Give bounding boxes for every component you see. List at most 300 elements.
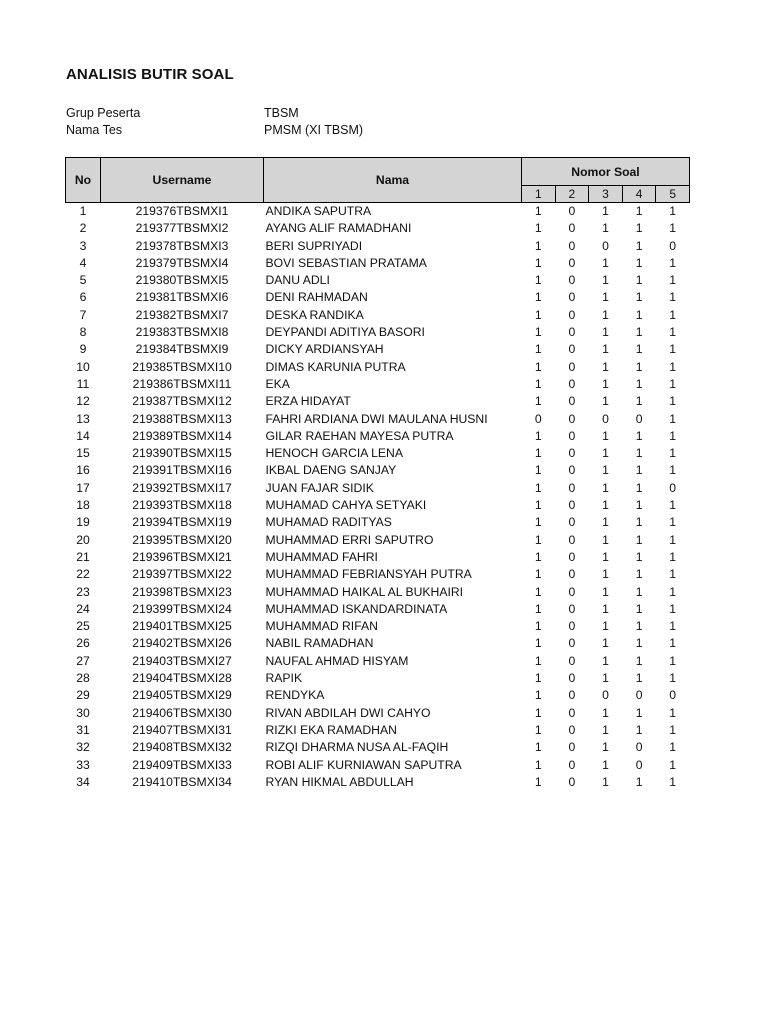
row-answer-q1: 1 [534,204,542,218]
row-nama: RIZQI DHARMA NUSA AL-FAQIH [265,740,449,755]
table-row [66,635,690,652]
row-number: 16 [76,463,90,478]
row-username: 219407TBSMXI31 [132,722,232,737]
row-answer-q4: 1 [635,774,643,789]
row-answer-q4: 1 [635,636,643,651]
table-row [66,497,690,514]
table-row [66,462,690,479]
row-answer-q3: 1 [602,705,609,720]
row-answer-q2: 0 [568,480,576,495]
row-answer-q2: 0 [568,325,576,340]
row-username: 219380TBSMXI5 [135,273,229,288]
row-username: 219378TBSMXI3 [135,238,229,253]
row-answer-q1: 1 [534,273,542,288]
row-answer-q1: 1 [534,307,542,322]
row-answer-q2: 0 [568,221,576,236]
row-answer-q5: 1 [669,619,677,634]
row-answer-q4: 1 [635,549,643,564]
row-answer-q1: 1 [534,325,542,340]
row-answer-q3: 1 [602,376,609,391]
row-username: 219408TBSMXI32 [132,740,232,755]
table-row [66,687,690,704]
row-answer-q1: 1 [534,636,542,651]
row-answer-q5: 1 [669,290,677,305]
row-answer-q2: 0 [568,549,576,564]
table-header [66,158,690,203]
row-answer-q2: 0 [568,376,576,391]
table-row [66,532,690,549]
header-question-2: 2 [555,186,589,203]
group-value: TBSM [264,106,299,120]
row-number: 7 [79,307,87,322]
row-answer-q2: 0 [568,688,576,703]
row-username: 219395TBSMXI20 [132,532,232,547]
row-answer-q5: 1 [669,255,677,270]
row-answer-q4: 1 [635,619,643,634]
row-nama: BERI SUPRIYADI [265,238,363,253]
row-answer-q1: 1 [534,653,542,668]
row-username: 219379TBSMXI4 [135,255,229,270]
row-answer-q1: 1 [534,774,542,789]
group-label: Grup Peserta [66,106,141,120]
row-answer-q3: 1 [602,325,609,340]
row-nama: NABIL RAMADHAN [265,636,374,651]
row-nama: NAUFAL AHMAD HISYAM [265,653,409,668]
row-answer-q4: 1 [635,428,643,443]
row-answer-q5: 1 [669,774,677,789]
item-analysis-table [65,157,690,791]
row-answer-q3: 1 [602,255,609,270]
row-answer-q2: 0 [568,359,576,374]
row-answer-q1: 1 [534,376,542,391]
row-answer-q5: 1 [669,567,677,582]
row-answer-q3: 1 [602,359,609,374]
row-answer-q1: 1 [534,463,542,478]
row-number: 6 [79,290,87,305]
row-answer-q5: 1 [669,204,677,218]
test-value: PMSM (XI TBSM) [264,123,364,137]
table-row [66,289,690,306]
row-username: 219385TBSMXI10 [132,359,232,374]
row-number: 10 [76,359,90,374]
table-row [66,566,690,583]
row-answer-q3: 1 [602,290,609,305]
row-answer-q5: 1 [669,705,677,720]
row-answer-q3: 1 [602,515,609,530]
row-answer-q5: 1 [669,325,677,340]
row-answer-q2: 0 [568,238,576,253]
row-answer-q5: 0 [669,480,677,495]
row-number: 13 [76,411,90,426]
row-nama: MUHAMAD CAHYA SETYAKI [265,498,427,513]
row-answer-q1: 1 [534,394,542,409]
row-answer-q3: 1 [602,532,609,547]
row-answer-q2: 0 [568,273,576,288]
table-row [66,549,690,566]
header-question-3: 3 [589,186,623,203]
row-answer-q2: 0 [568,636,576,651]
header-question-5: 5 [656,186,690,203]
row-nama: RIVAN ABDILAH DWI CAHYO [265,705,431,720]
row-nama: ERZA HIDAYAT [265,394,351,409]
row-username: 219409TBSMXI33 [132,757,232,772]
row-answer-q5: 1 [669,394,677,409]
row-answer-q4: 1 [635,446,643,461]
test-label: Nama Tes [66,123,123,137]
row-nama: ROBI ALIF KURNIAWAN SAPUTRA [265,757,462,772]
table-body [66,203,690,792]
row-answer-q5: 1 [669,221,677,236]
row-answer-q3: 1 [602,480,609,495]
row-number: 1 [79,204,87,218]
row-answer-q2: 0 [568,653,576,668]
row-number: 22 [76,567,90,582]
row-number: 19 [76,515,90,530]
row-answer-q2: 0 [568,463,576,478]
row-answer-q1: 1 [534,238,542,253]
row-answer-q2: 0 [568,619,576,634]
row-answer-q4: 0 [635,740,643,755]
row-answer-q4: 1 [635,273,643,288]
row-answer-q5: 1 [669,722,677,737]
row-answer-q2: 0 [568,705,576,720]
row-nama: ANDIKA SAPUTRA [265,204,372,218]
table-row [66,238,690,255]
row-username: 219405TBSMXI29 [132,688,232,703]
row-number: 4 [79,255,87,270]
row-answer-q2: 0 [568,584,576,599]
row-answer-q4: 1 [635,307,643,322]
row-answer-q4: 1 [635,705,643,720]
table-row [66,359,690,376]
row-answer-q4: 1 [635,221,643,236]
row-answer-q4: 1 [635,584,643,599]
row-username: 219391TBSMXI16 [132,463,232,478]
row-answer-q2: 0 [568,394,576,409]
row-answer-q1: 1 [534,671,542,686]
row-answer-q1: 1 [534,342,542,357]
table-row [66,514,690,531]
table-row [66,428,690,445]
row-answer-q1: 1 [534,255,542,270]
row-nama: MUHAMMAD ERRI SAPUTRO [265,532,434,547]
row-username: 219384TBSMXI9 [135,342,229,357]
table-row [66,584,690,601]
row-username: 219390TBSMXI15 [132,446,232,461]
row-answer-q3: 1 [602,307,609,322]
row-number: 3 [79,238,87,253]
table-row [66,653,690,670]
row-answer-q5: 1 [669,515,677,530]
row-number: 34 [76,774,90,789]
row-nama: DEYPANDI ADITIYA BASORI [265,325,425,340]
row-answer-q5: 1 [669,376,677,391]
row-username: 219388TBSMXI13 [132,411,232,426]
row-answer-q3: 1 [602,722,609,737]
row-answer-q2: 0 [568,722,576,737]
row-answer-q5: 0 [669,688,677,703]
row-nama: DANU ADLI [265,273,330,288]
row-number: 18 [76,498,90,513]
row-answer-q1: 1 [534,428,542,443]
row-answer-q3: 1 [602,584,609,599]
table-row [66,411,690,428]
row-answer-q4: 1 [635,238,643,253]
header-nomor-soal: Nomor Soal [522,158,690,186]
row-nama: MUHAMMAD FAHRI [265,549,378,564]
table-row [66,341,690,358]
row-nama: MUHAMAD RADITYAS [265,515,392,530]
table-row [66,220,690,237]
row-answer-q1: 1 [534,515,542,530]
row-username: 219392TBSMXI17 [132,480,232,495]
row-username: 219406TBSMXI30 [132,705,232,720]
row-answer-q1: 1 [534,290,542,305]
row-answer-q1: 1 [534,705,542,720]
row-answer-q3: 1 [602,653,609,668]
row-number: 32 [76,740,90,755]
row-username: 219381TBSMXI6 [135,290,229,305]
row-answer-q3: 1 [602,601,609,616]
row-answer-q2: 0 [568,532,576,547]
row-answer-q5: 1 [669,463,677,478]
row-number: 5 [79,273,87,288]
row-answer-q2: 0 [568,290,576,305]
row-answer-q4: 1 [635,601,643,616]
row-number: 2 [79,221,87,236]
row-nama: MUHAMMAD HAIKAL AL BUKHAIRI [265,584,464,599]
row-username: 219410TBSMXI34 [132,774,232,789]
row-answer-q2: 0 [568,307,576,322]
row-answer-q3: 0 [602,688,609,703]
row-number: 31 [76,722,90,737]
row-answer-q3: 1 [602,757,609,772]
row-answer-q1: 1 [534,446,542,461]
row-nama: RIZKI EKA RAMADHAN [265,722,397,737]
row-answer-q2: 0 [568,671,576,686]
row-number: 28 [76,671,90,686]
row-number: 17 [76,480,90,495]
row-answer-q5: 1 [669,549,677,564]
row-username: 219399TBSMXI24 [132,601,232,616]
table-row [66,722,690,739]
row-nama: RAPIK [265,671,303,686]
row-answer-q4: 1 [635,567,643,582]
row-answer-q1: 0 [534,411,542,426]
row-number: 29 [76,688,90,703]
row-answer-q4: 1 [635,325,643,340]
row-username: 219403TBSMXI27 [132,653,232,668]
row-answer-q2: 0 [568,342,576,357]
row-answer-q1: 1 [534,549,542,564]
row-answer-q3: 1 [602,394,609,409]
row-username: 219383TBSMXI8 [135,325,229,340]
row-answer-q1: 1 [534,532,542,547]
table-row [66,203,690,221]
row-answer-q5: 1 [669,498,677,513]
row-username: 219377TBSMXI2 [135,221,229,236]
row-number: 25 [76,619,90,634]
row-number: 9 [79,342,87,357]
row-answer-q5: 1 [669,601,677,616]
row-answer-q4: 1 [635,376,643,391]
row-nama: HENOCH GARCIA LENA [265,446,403,461]
row-username: 219389TBSMXI14 [132,428,232,443]
row-answer-q2: 0 [568,255,576,270]
row-nama: MUHAMMAD ISKANDARDINATA [265,601,448,616]
table-row [66,757,690,774]
row-answer-q4: 1 [635,480,643,495]
header-username: Username [101,158,264,203]
row-answer-q4: 1 [635,722,643,737]
row-nama: MUHAMMAD RIFAN [265,619,378,634]
row-username: 219393TBSMXI18 [132,498,232,513]
row-answer-q2: 0 [568,567,576,582]
row-answer-q2: 0 [568,446,576,461]
table-row [66,774,690,791]
table-row [66,618,690,635]
row-answer-q2: 0 [568,515,576,530]
row-nama: FAHRI ARDIANA DWI MAULANA HUSNI [265,411,488,426]
row-number: 11 [76,376,90,391]
row-answer-q4: 1 [635,342,643,357]
row-answer-q1: 1 [534,221,542,236]
row-answer-q5: 1 [669,532,677,547]
row-username: 219401TBSMXI25 [132,619,232,634]
row-nama: RENDYKA [265,688,325,703]
row-answer-q5: 1 [669,428,677,443]
table-row [66,324,690,341]
row-nama: DESKA RANDIKA [265,307,364,322]
table-row [66,255,690,272]
table-row [66,376,690,393]
row-answer-q3: 0 [602,411,609,426]
row-number: 23 [76,584,90,599]
row-username: 219402TBSMXI26 [132,636,232,651]
table-row [66,670,690,687]
row-answer-q1: 1 [534,498,542,513]
table-row [66,601,690,618]
row-number: 33 [76,757,90,772]
row-answer-q4: 1 [635,515,643,530]
table-row [66,705,690,722]
row-answer-q3: 1 [602,636,609,651]
row-answer-q5: 1 [669,671,677,686]
row-number: 26 [76,636,90,651]
table-row [66,739,690,756]
row-answer-q4: 0 [635,757,643,772]
table-row [66,393,690,410]
row-answer-q1: 1 [534,757,542,772]
row-username: 219376TBSMXI1 [135,204,229,218]
row-answer-q3: 1 [602,204,609,218]
row-answer-q4: 1 [635,653,643,668]
table-row [66,307,690,324]
row-answer-q2: 0 [568,498,576,513]
row-answer-q3: 1 [602,740,609,755]
row-answer-q3: 1 [602,221,609,236]
row-answer-q5: 1 [669,273,677,288]
row-answer-q2: 0 [568,774,576,789]
header-question-4: 4 [622,186,656,203]
row-answer-q5: 1 [669,342,677,357]
row-number: 30 [76,705,90,720]
row-number: 12 [76,394,90,409]
row-answer-q4: 0 [635,688,643,703]
row-nama: IKBAL DAENG SANJAY [265,463,397,478]
row-answer-q4: 0 [635,411,643,426]
row-username: 219397TBSMXI22 [132,567,232,582]
row-answer-q5: 1 [669,584,677,599]
row-answer-q3: 1 [602,428,609,443]
row-number: 21 [76,549,90,564]
row-answer-q3: 1 [602,671,609,686]
row-answer-q1: 1 [534,619,542,634]
row-answer-q5: 1 [669,446,677,461]
row-nama: DICKY ARDIANSYAH [265,342,384,357]
row-answer-q4: 1 [635,463,643,478]
row-answer-q2: 0 [568,411,576,426]
row-answer-q3: 1 [602,463,609,478]
row-nama: BOVI SEBASTIAN PRATAMA [265,255,427,270]
row-answer-q2: 0 [568,428,576,443]
row-answer-q4: 1 [635,204,643,218]
row-nama: RYAN HIKMAL ABDULLAH [265,774,414,789]
row-username: 219394TBSMXI19 [132,515,232,530]
row-answer-q3: 1 [602,567,609,582]
row-nama: JUAN FAJAR SIDIK [265,480,374,495]
row-answer-q3: 1 [602,549,609,564]
row-answer-q4: 1 [635,255,643,270]
row-number: 15 [76,446,90,461]
row-nama: DIMAS KARUNIA PUTRA [265,359,406,374]
row-answer-q5: 0 [669,238,677,253]
row-answer-q3: 1 [602,446,609,461]
row-answer-q1: 1 [534,584,542,599]
row-number: 14 [76,428,90,443]
row-username: 219386TBSMXI11 [132,376,232,391]
row-answer-q1: 1 [534,567,542,582]
row-answer-q1: 1 [534,688,542,703]
row-answer-q1: 1 [534,722,542,737]
row-username: 219382TBSMXI7 [135,307,229,322]
row-answer-q2: 0 [568,740,576,755]
row-answer-q4: 1 [635,290,643,305]
row-number: 27 [76,653,90,668]
row-nama: DENI RAHMADAN [265,290,368,305]
row-answer-q1: 1 [534,601,542,616]
table-row [66,445,690,462]
row-username: 219398TBSMXI23 [132,584,232,599]
row-answer-q5: 1 [669,653,677,668]
row-number: 20 [76,532,90,547]
row-answer-q4: 1 [635,532,643,547]
row-answer-q5: 1 [669,740,677,755]
row-answer-q5: 1 [669,411,677,426]
row-answer-q4: 1 [635,394,643,409]
row-nama: GILAR RAEHAN MAYESA PUTRA [265,428,454,443]
header-nama: Nama [264,158,522,203]
row-username: 219404TBSMXI28 [132,671,232,686]
row-answer-q1: 1 [534,359,542,374]
row-nama: AYANG ALIF RAMADHANI [265,221,412,236]
row-username: 219387TBSMXI12 [132,394,232,409]
row-answer-q4: 1 [635,359,643,374]
row-nama: EKA [265,376,290,391]
header-no: No [66,158,101,203]
row-answer-q3: 1 [602,498,609,513]
header-question-1: 1 [522,186,556,203]
